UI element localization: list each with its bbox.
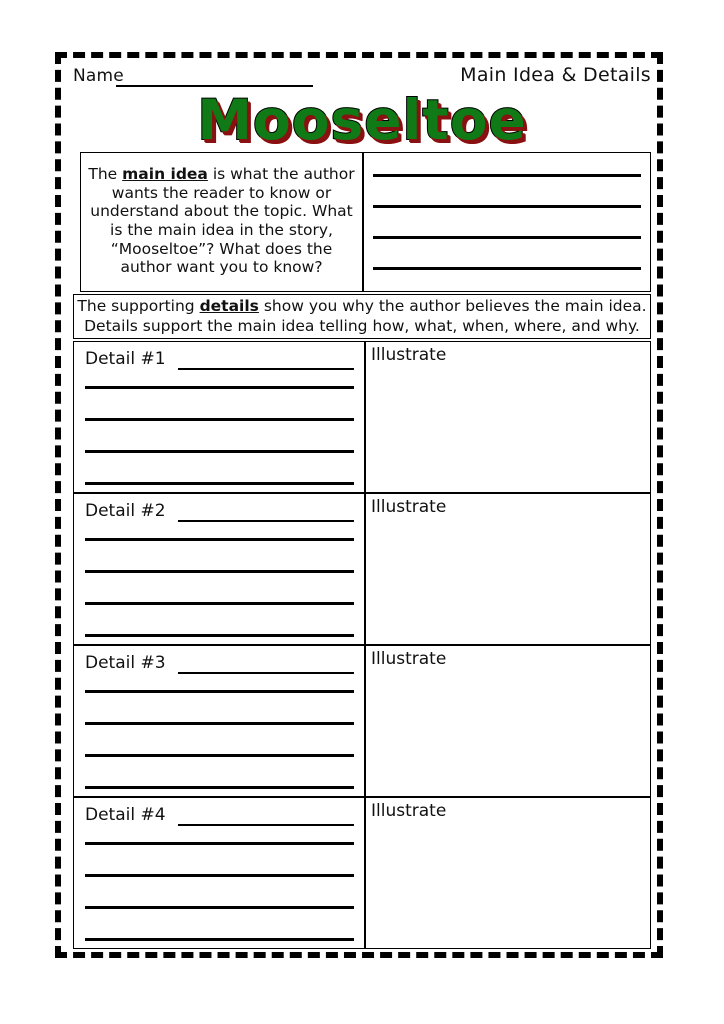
writing-line[interactable] — [85, 690, 354, 693]
page-title: Mooseltoe — [197, 88, 527, 152]
writing-line[interactable] — [85, 938, 354, 941]
supporting-details-text — [77, 297, 646, 336]
writing-line[interactable] — [85, 786, 354, 789]
writing-line[interactable] — [85, 874, 354, 877]
detail-writing-lines[interactable] — [85, 538, 354, 637]
detail-writing-lines[interactable] — [85, 386, 354, 485]
writing-line[interactable] — [85, 570, 354, 573]
writing-line[interactable] — [85, 418, 354, 421]
detail-title-blank[interactable] — [178, 368, 354, 370]
main-idea-emphasis: main idea — [122, 165, 208, 184]
writing-line[interactable] — [85, 538, 354, 541]
detail-row — [73, 341, 651, 493]
detail-write-area[interactable] — [74, 342, 366, 492]
writing-line[interactable] — [85, 386, 354, 389]
writing-line[interactable] — [85, 602, 354, 605]
detail-row — [73, 493, 651, 645]
title-container — [0, 88, 724, 152]
illustrate-area[interactable] — [366, 798, 650, 948]
supporting-details-banner — [73, 294, 651, 339]
writing-line[interactable] — [85, 906, 354, 909]
illustrate-label: Illustrate — [371, 497, 447, 517]
main-idea-prompt — [81, 153, 364, 291]
worksheet-topic-label: Main Idea & Details — [460, 64, 651, 86]
prompt-text-part-2: is what the — [207, 165, 299, 184]
illustrate-area[interactable] — [366, 342, 650, 492]
prompt-text-part-3: author wants the reader to know or understand about the topic. What is the main idea in the story, “Mooseltoe”? What does the author want you to know? — [90, 165, 355, 277]
detail-title-blank[interactable] — [178, 520, 354, 522]
supporting-text-line-2: Details support the main idea telling how, what, when, where, and why. — [84, 316, 640, 335]
supporting-text-part-1: The supporting — [77, 297, 200, 315]
detail-write-area[interactable] — [74, 494, 366, 644]
writing-line[interactable] — [85, 722, 354, 725]
detail-label: Detail #2 — [85, 501, 166, 521]
writing-line[interactable] — [373, 205, 641, 208]
writing-line[interactable] — [373, 236, 641, 239]
detail-row — [73, 797, 651, 949]
name-input-blank[interactable] — [116, 85, 313, 87]
detail-writing-lines[interactable] — [85, 690, 354, 789]
illustrate-area[interactable] — [366, 646, 650, 796]
prompt-text-part-1: The — [88, 165, 123, 184]
name-label: Name — [73, 66, 124, 86]
detail-write-area[interactable] — [74, 646, 366, 796]
writing-line[interactable] — [85, 634, 354, 637]
writing-line[interactable] — [85, 450, 354, 453]
detail-label: Detail #4 — [85, 805, 166, 825]
detail-row — [73, 645, 651, 797]
detail-writing-lines[interactable] — [85, 842, 354, 941]
writing-line[interactable] — [85, 842, 354, 845]
detail-label: Detail #3 — [85, 653, 166, 673]
detail-title-blank[interactable] — [178, 824, 354, 826]
writing-line[interactable] — [85, 482, 354, 485]
illustrate-label: Illustrate — [371, 801, 447, 821]
writing-line[interactable] — [373, 174, 641, 177]
writing-line[interactable] — [85, 754, 354, 757]
supporting-emphasis: details — [199, 297, 259, 315]
illustrate-label: Illustrate — [371, 649, 447, 669]
main-idea-block — [80, 152, 651, 292]
main-idea-answer-area[interactable] — [364, 153, 650, 291]
detail-label: Detail #1 — [85, 349, 166, 369]
illustrate-label: Illustrate — [371, 345, 447, 365]
main-idea-prompt-text — [87, 165, 356, 277]
illustrate-area[interactable] — [366, 494, 650, 644]
supporting-text-part-2: show you why the author believes the main idea. — [258, 297, 647, 315]
detail-write-area[interactable] — [74, 798, 366, 948]
writing-line[interactable] — [373, 267, 641, 270]
detail-title-blank[interactable] — [178, 672, 354, 674]
